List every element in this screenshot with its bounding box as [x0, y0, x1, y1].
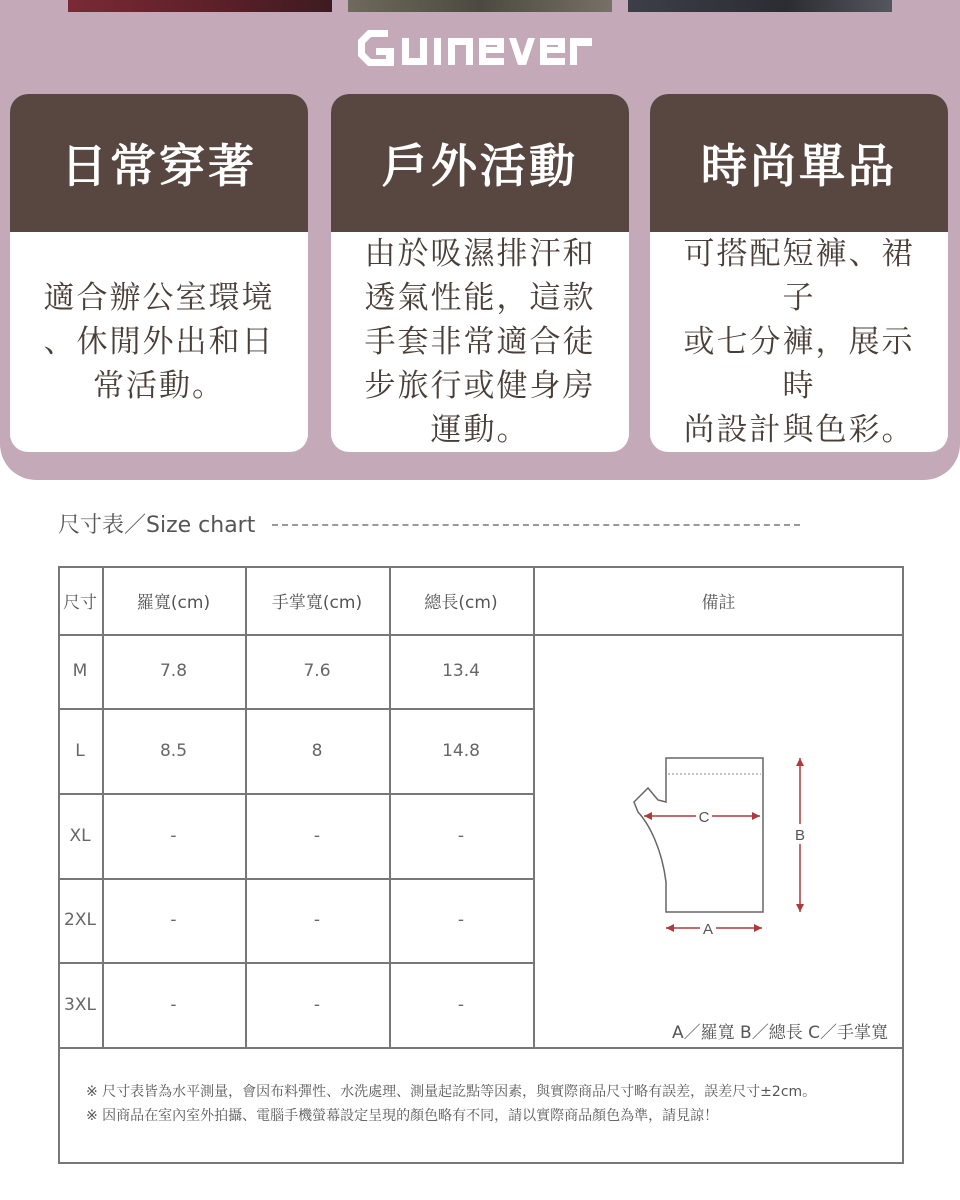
feature-card-title: 時尚單品: [650, 94, 948, 232]
header-palm-width: 手掌寬(cm): [271, 592, 363, 613]
diagram-label-b: B: [794, 827, 806, 844]
product-photo-2: [348, 0, 612, 12]
feature-card-text: 適合辦公室環境 、休閒外出和日 常活動。: [43, 280, 275, 404]
title-divider: [272, 524, 800, 526]
table-cell-size: L: [75, 740, 85, 761]
note-measurement: ※ 尺寸表皆為水平測量，會因布料彈性、水洗處理、測量起訖點等因素，與實際商品尺寸略有誤差，誤差尺寸±2cm。: [86, 1084, 817, 1100]
diagram-label-c: C: [698, 809, 710, 826]
diagram-legend: A／羅寬 B／總長 C／手掌寬: [672, 1023, 888, 1043]
table-cell-size: M: [72, 661, 88, 681]
table-cell: 8.5: [159, 740, 188, 761]
feature-card-title: 日常穿著: [10, 94, 308, 232]
feature-card-text: 由於吸濕排汗和 透氣性能，這款 手套非常適合徒 步旅行或健身房 運動。: [364, 236, 596, 448]
table-cell: 14.8: [442, 740, 480, 761]
product-photo-1: [68, 0, 332, 12]
table-cell: -: [313, 910, 321, 930]
size-chart-title: 尺寸表／Size chart: [58, 513, 256, 538]
header-total-length: 總長(cm): [424, 592, 498, 613]
table-cell: -: [170, 825, 177, 846]
table-cell: 7.8: [159, 661, 188, 681]
table-cell: 8: [311, 740, 323, 761]
table-cell: 7.6: [303, 661, 331, 681]
table-cell: -: [170, 910, 177, 930]
table-cell: 13.4: [442, 661, 480, 681]
header-remarks: 備註: [701, 592, 736, 613]
feature-card-daily: [10, 94, 308, 452]
table-cell: -: [457, 825, 465, 846]
table-cell: -: [457, 994, 465, 1015]
size-chart-notes: [86, 1080, 816, 1128]
feature-card-title: 戶外活動: [331, 94, 629, 232]
note-color: ※ 因商品在室內室外拍攝、電腦手機螢幕設定呈現的顏色略有不同，請以實際商品顏色為準，請見諒！: [86, 1108, 719, 1124]
feature-card-text: 可搭配短褲、裙子 或七分褲，展示時 尚設計與色彩。: [683, 236, 915, 448]
grid-line: [58, 1047, 904, 1049]
feature-panel: [0, 0, 960, 480]
header-size: 尺寸: [63, 592, 97, 613]
table-cell: -: [313, 994, 321, 1015]
table-cell-size: 3XL: [64, 994, 96, 1015]
feature-card-fashion: [650, 94, 948, 452]
glove-measurement-diagram: [610, 740, 820, 954]
grid-line: [533, 566, 535, 1048]
table-cell-size: 2XL: [64, 910, 96, 930]
table-cell: -: [170, 994, 177, 1015]
table-cell: -: [313, 825, 321, 846]
feature-card-outdoor: [331, 94, 629, 452]
table-cell-size: XL: [69, 825, 91, 846]
table-cell: -: [457, 910, 465, 930]
header-cuff-width: 羅寬(cm): [136, 592, 211, 613]
brand-logo: [354, 24, 606, 72]
diagram-label-a: A: [702, 921, 714, 938]
product-photo-3: [628, 0, 892, 12]
